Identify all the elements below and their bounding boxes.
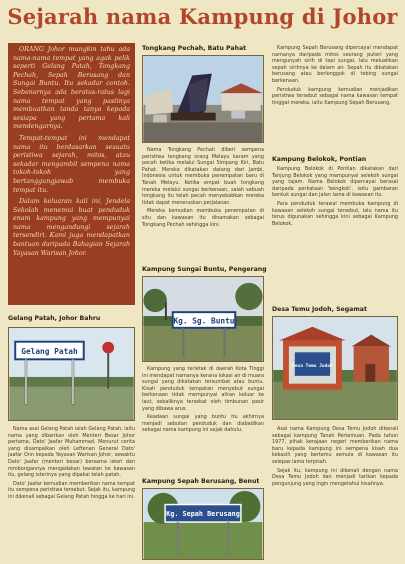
tongkang-pechah-text [142, 147, 264, 259]
tongkang-boat-image [143, 56, 263, 142]
body-paragraph: Kampung Sepah Berusang dipercayai mendapat namanya daripada mitos seorang puteri yang mengunyah sirih di tepi sungai, lalu meluahkan sepah sirihnya ke dalam air. Sepah itu dikatakan berusang atau berlonggok di tebing sungai berkenaan. [272, 45, 398, 84]
body-paragraph: Dato' Jaafar kemudian memberikan nama tempat itu sempena peristiwa tersebut. Sejak itu, kampung ini dikenali sebagai Gelang Patah hingga ke hari ini. [8, 480, 135, 500]
sepah-berusang-text [272, 45, 398, 151]
desa-temu-jodoh-photo [272, 316, 398, 420]
section-heading-desa-temu-jodoh: Desa Temu Jodoh, Segamat [272, 306, 367, 313]
gelang-patah-sign-label: Gelang Patah [21, 346, 78, 356]
sungai-buntu-sign-label: Kg. Sg. Buntu [173, 316, 235, 326]
body-paragraph: Keadaan sungai yang buntu itu akhirnya menjadi sebutan penduduk dan diabadikan sebagai nama kampung ini sejak dahulu. [142, 414, 264, 434]
belokok-text [272, 166, 398, 300]
desa-temu-jodoh-sign-label: Desa Temu Jodoh [292, 364, 333, 370]
section-heading-tongkang-pechah: Tongkang Pechah, Batu Pahat [142, 45, 247, 52]
body-paragraph: Asal nama Kampung Desa Temu Jodoh dikenali sebagai kampung Tanah Pertemuan. Pada tahun 1977, pihak kerajaan negeri memberikan nama baru kepada kampung ini sempena kisah dua kekasih yang bertemu semula di kawasan itu selepas lama terpisah. [272, 426, 398, 465]
page-title: Sejarah nama Kampung di Johor [7, 4, 398, 29]
intro-panel [8, 43, 135, 305]
body-paragraph: Nama Tongkang Pechah diberi sempena peristiwa tongkang orang Melayu karam yang pecah ketika melalui Sungai Simpang Kiri, Batu Pahat. Mereka dikatakan datang dari Jambi, Indonesia untuk membuka penempatan baru di Tanah Melayu. Ketika empat buah tongkang mereka melalui sungai berkenaan, salah sebuah tongkang itu telah pecah menyebabkan mereka tidak dapat meneruskan perjalanan. [142, 147, 264, 206]
gelang-patah-sign-image [9, 328, 134, 420]
intro-paragraph: Dalam keluaran kali ini, Jendela Sekolah menemui buat penduduk enam kampung yang mempunyai nama mengandungi sejarah tersendiri. Kami juga mendapatkan bantuan daripada Bahagian Sejarah Yayasan Warisan Johor. [13, 198, 130, 257]
gelang-patah-text [8, 426, 135, 560]
body-paragraph: Kampung yang terletak di daerah Kota Tinggi ini mendapat namanya kerana lokasi air di muara sungai yang dikatakan tersumbat atau buntu. Kisah penduduk tempatan menyebut sungai berkenaan tidak mempunyai aliran keluar ke laut, sebaliknya tersekat oleh timbunan pasir yang dibawa arus. [142, 366, 264, 412]
tongkang-pechah-photo [142, 55, 264, 143]
body-paragraph: Para penduduk terawal membuka kampung di kawasan selekoh sungai tersebut, lalu nama itu terus digunakan sehingga kini sebagai Kampung Belokok. [272, 200, 398, 227]
sungai-buntu-text [142, 366, 264, 474]
intro-paragraph: Tempat-tempat ini mendapat nama itu berdasarkan sesuatu peristiwa sejarah, mitos, atau sekadar mengambil sempena nama tokoh-tokoh yang bertanggungjawab membuka tempat itu. [13, 134, 130, 194]
body-paragraph: Mereka kemudian membuka penempatan di situ dan kawasan itu dinamakan sebagai Tongkang Pechah sehingga kini. [142, 208, 264, 228]
body-paragraph: Nama asal Gelang Patah ialah Gelang Patah, iaitu nama yang diberikan oleh Menteri Besar Johor pertama, Dato' Jaafar Muhammad. Menurut cerita yang disampaikan oleh Leftenan General Dato' Jaafar Onn kepada Yayasan Warisan Johor, sewaktu Dato' Jaafar (menteri besar) bersama isteri dan rombongannya mengadakan lawatan ke kawasan itu, gelang isterinya yang dipakai telah patah. [8, 426, 135, 479]
sungai-buntu-photo [142, 276, 264, 362]
desa-temu-jodoh-sign-image [273, 317, 397, 419]
desa-temu-jodoh-text [272, 426, 398, 560]
body-paragraph: Sejak itu, kampung ini dikenali dengan nama Desa Temu Jodoh dan menjadi tarikan kepada pengunjung yang ingin mengetahui kisahnya. [272, 467, 398, 487]
section-heading-belokok: Kampung Belokok, Pontian [272, 156, 367, 163]
sungai-buntu-sign-image [143, 277, 263, 361]
section-heading-sepah-berusang: Kampung Sepah Berusang, Benut [142, 478, 260, 485]
section-heading-sungai-buntu: Kampung Sungai Buntu, Pengerang [142, 266, 267, 273]
gelang-patah-photo [8, 327, 135, 421]
intro-paragraph: ORANG Johor mungkin tahu ada nama-nama tempat yang agak pelik seperti Gelang Patah, Tongkang Pechah, Sepah Berusang dan Sungai Buntu. Itu sekadar contoh. Sebenarnya ada beratus-ratus lagi nama tempat yang pastinya membuatkan tanda tanya kepada sesiapa yang pertama kali mendengarnya. [13, 46, 130, 131]
body-paragraph: Penduduk kampung kemudian menjadikan peristiwa tersebut sebagai nama kawasan tempat tinggal mereka, iaitu Kampung Sepah Berusang. [272, 86, 398, 106]
body-paragraph: Kampung Belokok di Pontian dikatakan dari Tanjung Belokok yang mempunyai selekoh sungai yang tajam. Nama Belokok dipercayai berasal daripada perkataan 'bengkok', iaitu gambaran bentuk sungai dan jalan lama di kawasan itu. [272, 166, 398, 199]
sepah-berusang-sign-label: Kg. Sepah Berusang [166, 510, 240, 519]
sepah-berusang-sign-image [143, 489, 263, 559]
section-heading-gelang-patah: Gelang Patah, Johor Bahru [8, 315, 101, 322]
sepah-berusang-photo [142, 488, 264, 560]
